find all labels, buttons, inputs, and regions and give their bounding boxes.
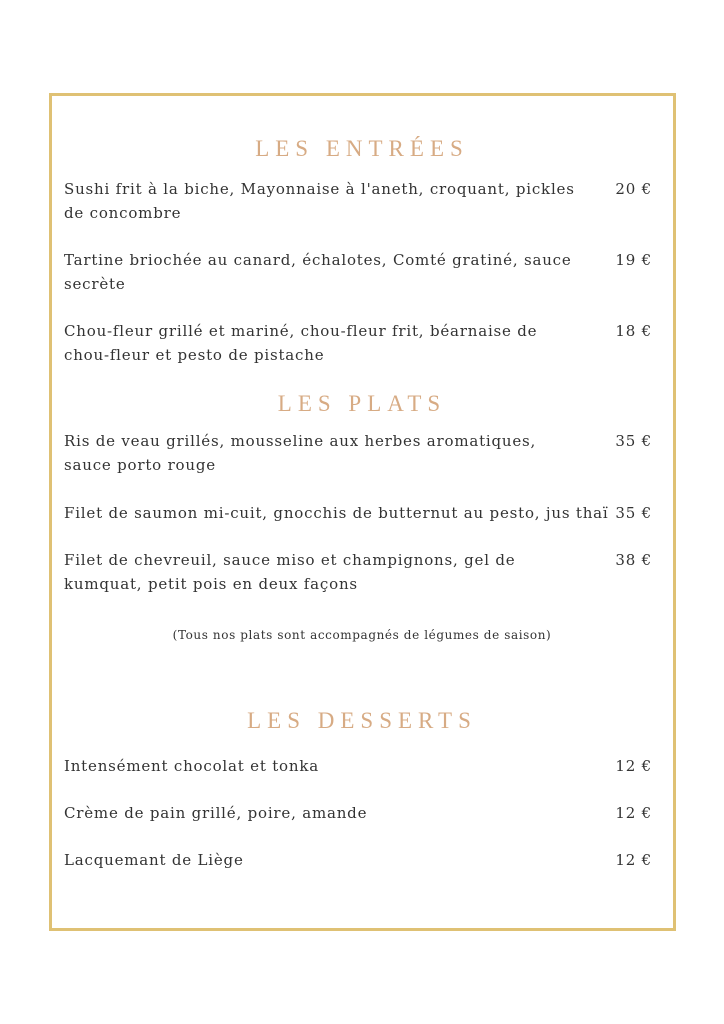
- menu-item-price: 12 €: [615, 757, 652, 775]
- menu-item-name: Filet de saumon mi-cuit, gnocchis de butternut au pesto, jus thaï: [64, 504, 609, 522]
- menu-item-price: 12 €: [615, 851, 652, 869]
- menu-item-price: 38 €: [615, 551, 652, 569]
- menu-item-price: 12 €: [615, 804, 652, 822]
- menu-item-name: Filet de chevreuil, sauce miso et champignons, gel de kumquat, petit pois en deux façons: [64, 551, 516, 593]
- menu-item-name: Lacquemant de Liège: [64, 851, 244, 869]
- menu-item-price: 19 €: [615, 251, 652, 269]
- menu-item-price: 18 €: [615, 322, 652, 340]
- section-title-plats: LES PLATS: [277, 391, 447, 416]
- menu-item-price: 20 €: [615, 180, 652, 198]
- menu-item-price: 35 €: [615, 432, 652, 450]
- menu-item-name: Tartine briochée au canard, échalotes, Comté gratiné, sauce secrète: [64, 251, 572, 293]
- menu-item-name: Sushi frit à la biche, Mayonnaise à l'aneth, croquant, pickles de concombre: [64, 180, 575, 222]
- menu-item-name: Intensément chocolat et tonka: [64, 757, 319, 775]
- section-title-entrees: LES ENTRÉES: [255, 136, 469, 161]
- menu-item-name: Crème de pain grillé, poire, amande: [64, 804, 368, 822]
- side-dish-note: (Tous nos plats sont accompagnés de légumes de saison): [172, 628, 552, 642]
- menu-item-price: 35 €: [615, 504, 652, 522]
- menu-item-name: Ris de veau grillés, mousseline aux herbes aromatiques, sauce porto rouge: [64, 432, 537, 474]
- menu-item-name: Chou-fleur grillé et mariné, chou-fleur frit, béarnaise de chou-fleur et pesto de pistache: [64, 322, 538, 364]
- section-title-desserts: LES DESSERTS: [247, 708, 477, 733]
